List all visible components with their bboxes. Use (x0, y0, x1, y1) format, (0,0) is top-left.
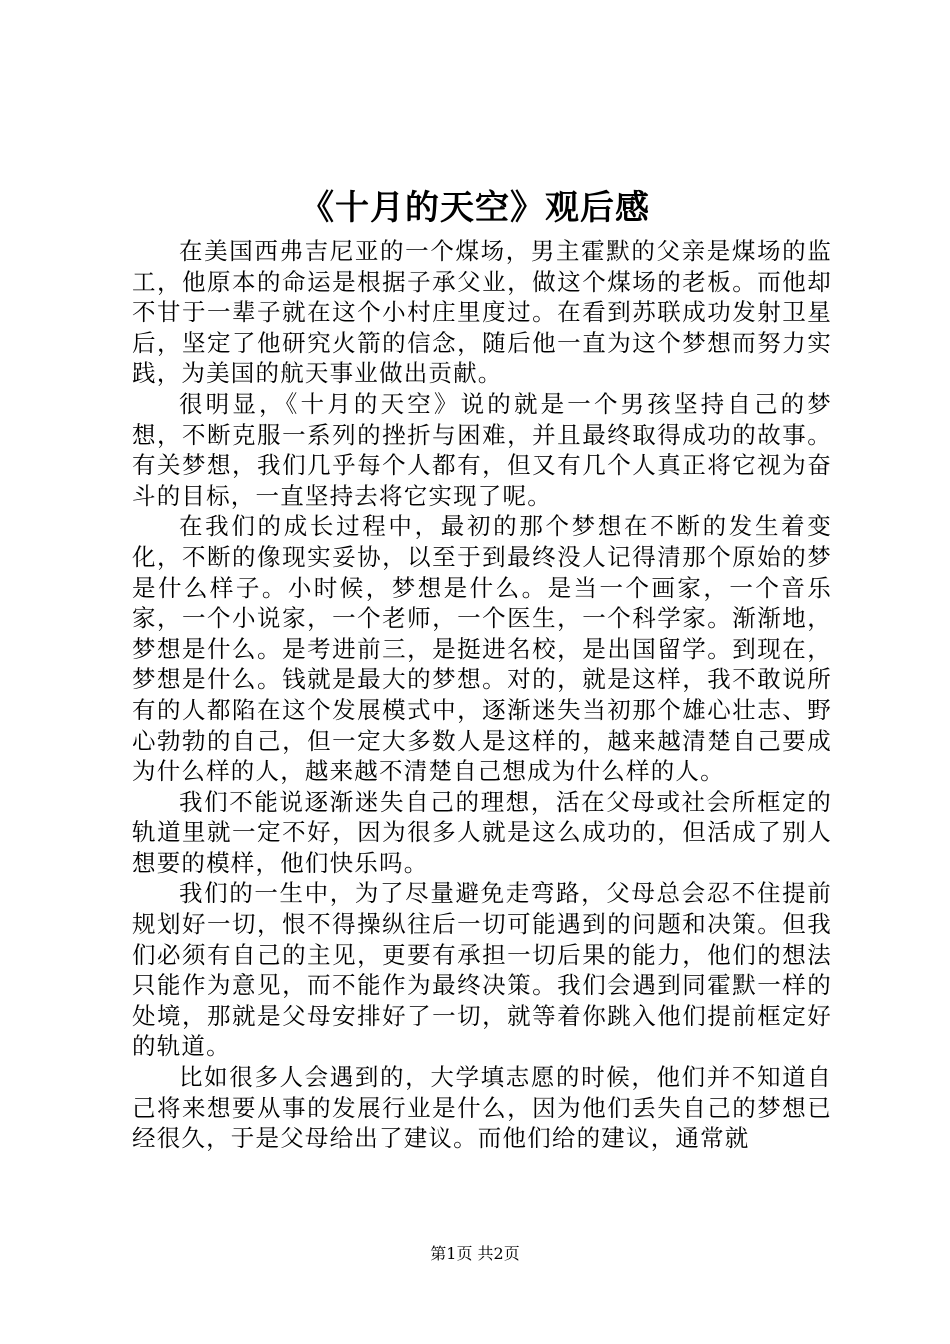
paragraph-6: 比如很多人会遇到的，大学填志愿的时候，他们并不知道自己将来想要从事的发展行业是什么，因为他们丢失自己的梦想已经很久，于是父母给出了建议。而他们给的建议，通常就 (132, 1063, 832, 1153)
document-title: 《十月的天空》观后感 (300, 188, 650, 228)
paragraph-2: 很明显，《十月的天空》说的就是一个男孩坚持自己的梦想，不断克服一系列的挫折与困难，并且最终取得成功的故事。有关梦想，我们几乎每个人都有，但又有几个人真正将它视为奋斗的目标，一直坚持去将它实现了呢。 (132, 389, 832, 510)
paragraph-3: 在我们的成长过程中，最初的那个梦想在不断的发生着变化，不断的像现实妥协，以至于到最终没人记得清那个原始的梦是什么样子。小时候，梦想是什么。是当一个画家，一个音乐家，一个小说家，一个老师，一个医生，一个科学家。渐渐地，梦想是什么。是考进前三，是挺进名校，是出国留学。到现在，梦想是什么。钱就是最大的梦想。对的，就是这样，我不敢说所有的人都陷在这个发展模式中，逐渐迷失当初那个雄心壮志、野心勃勃的自己，但一定大多数人是这样的，越来越清楚自己要成为什么样的人，越来越不清楚自己想成为什么样的人。 (132, 512, 832, 786)
paragraph-1: 在美国西弗吉尼亚的一个煤场，男主霍默的父亲是煤场的监工，他原本的命运是根据子承父业，做这个煤场的老板。而他却不甘于一辈子就在这个小村庄里度过。在看到苏联成功发射卫星后，坚定了他研究火箭的信念，随后他一直为这个梦想而努力实践，为美国的航天事业做出贡献。 (132, 237, 832, 388)
paragraph-5: 我们的一生中，为了尽量避免走弯路，父母总会忍不住提前规划好一切，恨不得操纵往后一切可能遇到的问题和决策。但我们必须有自己的主见，更要有承担一切后果的能力，他们的想法只能作为意见，而不能作为最终决策。我们会遇到同霍默一样的处境，那就是父母安排好了一切，就等着你跳入他们提前框定好的轨道。 (132, 879, 832, 1061)
paragraph-4: 我们不能说逐渐迷失自己的理想，活在父母或社会所框定的轨道里就一定不好，因为很多人就是这么成功的，但活成了别人想要的模样，他们快乐吗。 (132, 787, 832, 877)
document-body (132, 236, 832, 1154)
page-number-footer: 第1页 共2页 (430, 1244, 520, 1263)
